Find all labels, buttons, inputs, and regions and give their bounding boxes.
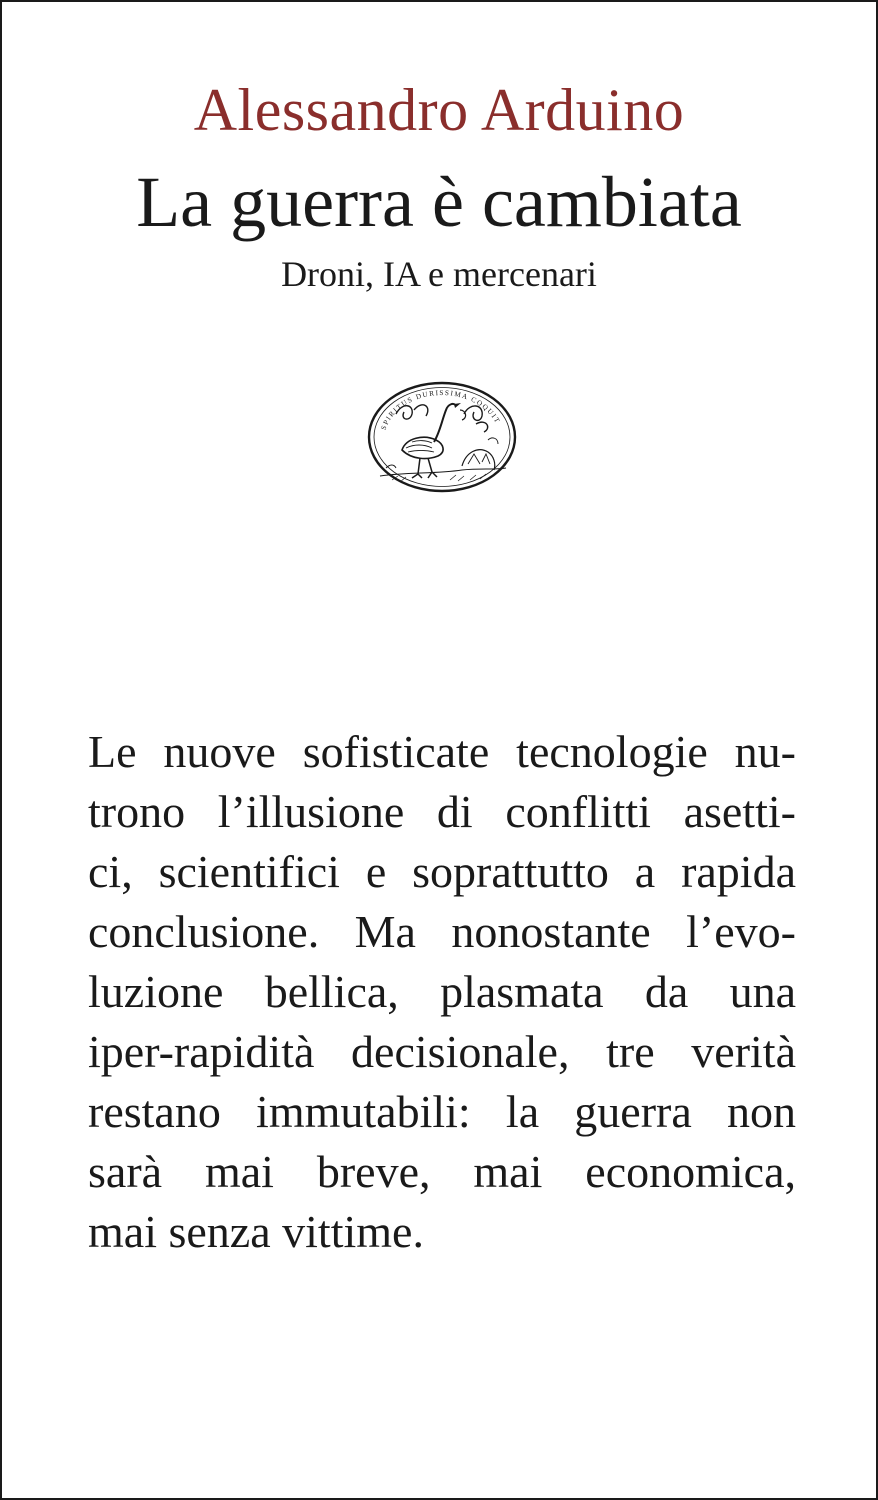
- back-cover-blurb: [88, 722, 796, 1262]
- blurb-line: mai senza vittime.: [88, 1206, 424, 1257]
- ostrich-emblem-icon: [366, 380, 518, 494]
- blurb-line: sarà mai breve, mai economica,: [88, 1146, 796, 1197]
- blurb-line: ci, scientifici e soprattutto a rapida: [88, 846, 796, 897]
- book-title: La guerra è cambiata: [136, 162, 742, 242]
- blurb-line: Le nuove sofisticate tecnologie nu-: [88, 726, 796, 777]
- blurb-line: restano immutabili: la guerra non: [88, 1086, 796, 1137]
- author-name: Alessandro Arduino: [193, 77, 685, 143]
- emblem-motto: SPIRITUS DURISSIMA COQUIT: [379, 388, 502, 432]
- blurb-line: trono l’illusione di conflitti asetti-: [88, 786, 796, 837]
- blurb-line: iper-rapidità decisionale, tre verità: [88, 1026, 796, 1077]
- blurb-line: luzione bellica, plasmata da una: [88, 966, 796, 1017]
- book-subtitle: Droni, IA e mercenari: [281, 254, 597, 294]
- blurb-line: conclusione. Ma nonostante l’evo-: [88, 906, 796, 957]
